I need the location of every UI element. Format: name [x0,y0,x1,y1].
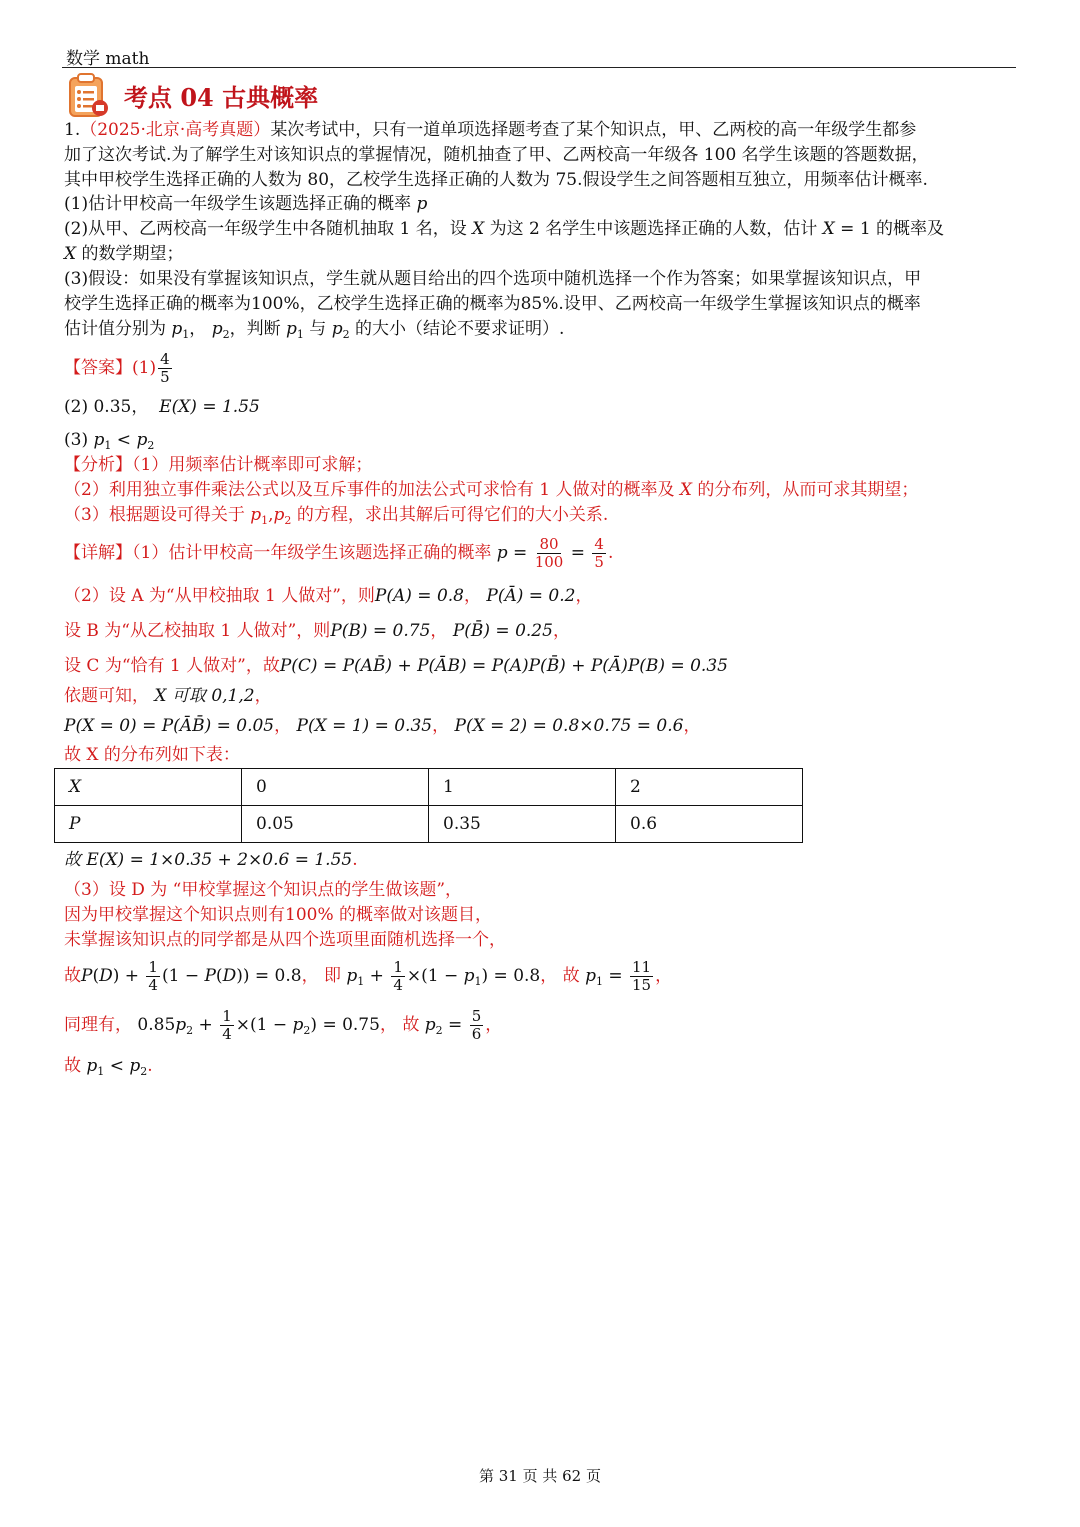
answer-1-fraction: $\frac{4}{5}$ [160,350,170,386]
detail-line-1: 【详解】（1）估计甲校高一年级学生该题选择正确的概率 p = $\frac{80}{100}$ = $\frac{4}{5}$ . [64,535,614,571]
table-cell: P [69,814,81,834]
detail-line-7: 故 X 的分布列如下表： [64,745,240,765]
detail-label: 【详解】 [64,543,132,563]
question-line-1: 1.（2025·北京·高考真题）某次考试中，只有一道单项选择题考查了某个知识点，甲、乙两校的高一年级学生都参 [64,120,917,140]
question-part-3-line-1: (3)假设：如果没有掌握该知识点，学生就从题目给出的四个选项中随机选择一个作为答案；如果掌握该知识点，甲 [64,269,922,289]
table-cell: 0 [242,769,429,806]
question-part-1: (1)估计甲校高一年级学生该题选择正确的概率 p [64,194,428,214]
detail-line-9: （3）设 D 为 “甲校掌握这个知识点的学生做该题”， [64,880,463,900]
detail-line-12: 故P(D) + $\frac{1}{4}$ (1 − P(D)) = 0.8， 即 $p_1$ + $\frac{1}{4}$ $\times(1 - p_1) = 0.8$， 故 $p_1$ = $\frac{11}{15}$ ， [64,958,673,994]
table-cell: X [69,777,82,797]
table-cell: 0.6 [616,806,803,843]
detail-line-13: 同理有， $0.85p_2$ + $\frac{1}{4}$ $\times(1 - p_2) = 0.75$， 故 $p_2$ = $\frac{5}{6}$ ， [64,1007,503,1043]
question-part-3-line-2: 校学生选择正确的概率为100%，乙校学生选择正确的概率为85%.设甲、乙两校高一年级学生掌握该知识点的概率 [64,294,921,314]
distribution-table [54,768,803,843]
detail-line-8: 故 E(X) = 1×0.35 + 2×0.6 = 1.55. [64,850,358,870]
answer-label: 【答案】 [64,358,132,378]
header-subject: 数学 math [66,49,150,69]
analysis-line-3: （3）根据题设可得关于 $p_1,p_2$ 的方程，求出其解后可得它们的大小关系. [64,505,609,527]
table-cell: 1 [429,769,616,806]
table-cell: 0.35 [429,806,616,843]
table-cell: 2 [616,769,803,806]
question-part-2-cont: X 的数学期望； [64,244,184,264]
answer-line-2: (2) 0.35， E(X) = 1.55 [64,397,260,417]
question-line-2: 加了这次考试.为了解学生对该知识点的掌握情况，随机抽查了甲、乙两校高一年级各 100 名学生该题的答题数据， [64,145,929,165]
question-part-3-line-3: 估计值分别为 $p_1$， $p_2$，判断 $p_1$ 与 $p_2$ 的大小（结论不要求证明）. [64,319,565,341]
detail-line-3: 设 B 为“从乙校抽取 1 人做对”，则P(B) = 0.75， P(B̄) = 0.25， [64,621,570,641]
analysis-label: 【分析】 [64,455,132,475]
analysis-line-1: 【分析】（1）用频率估计概率即可求解； [64,455,373,475]
topic-title: 考点 04 古典概率 [124,83,319,112]
answer-line-1: 【答案】(1) $\frac{4}{5}$ [64,350,170,386]
table-row [55,806,803,843]
table-cell: 0.05 [242,806,429,843]
analysis-line-2: （2）利用独立事件乘法公式以及互斥事件的加法公式可求恰有 1 人做对的概率及 X 的分布列，从而可求其期望； [64,480,919,500]
question-part-2: (2)从甲、乙两校高一年级学生中各随机抽取 1 名，设 X 为这 2 名学生中该题选择正确的人数，估计 X = 1 的概率及 [64,219,945,239]
question-line-3: 其中甲校学生选择正确的人数为 80，乙校学生选择正确的人数为 75.假设学生之间答题相互独立，用频率估计概率. [64,170,928,190]
detail-line-5: 依题可知， X 可取 0,1,2， [64,686,272,706]
detail-line-6: P(X = 0) = P(ĀB̄) = 0.05， P(X = 1) = 0.35， P(X = 2) = 0.8×0.75 = 0.6， [64,716,701,736]
detail-line-11: 未掌握该知识点的同学都是从四个选项里面随机选择一个， [64,930,506,950]
table-row [55,769,803,806]
header-divider [62,67,1016,68]
detail-line-10: 因为甲校掌握这个知识点则有100% 的概率做对该题目， [64,905,493,925]
page-footer: 第 31 页 共 62 页 [478,1467,601,1485]
detail-line-2: （2）设 A 为“从甲校抽取 1 人做对”，则P(A) = 0.8， P(Ā) = 0.2， [64,586,593,606]
answer-line-3: (3) $p_1 < p_2$ [64,430,155,452]
detail-line-14: 故 $p_1 < p_2$. [64,1056,153,1078]
clipboard-list-icon [66,72,110,118]
detail-line-4: 设 C 为“恰有 1 人做对”，故P(C) = P(AB̄) + P(ĀB) = P(A)P(B̄) + P(Ā)P(B) = 0.35 [64,656,728,676]
